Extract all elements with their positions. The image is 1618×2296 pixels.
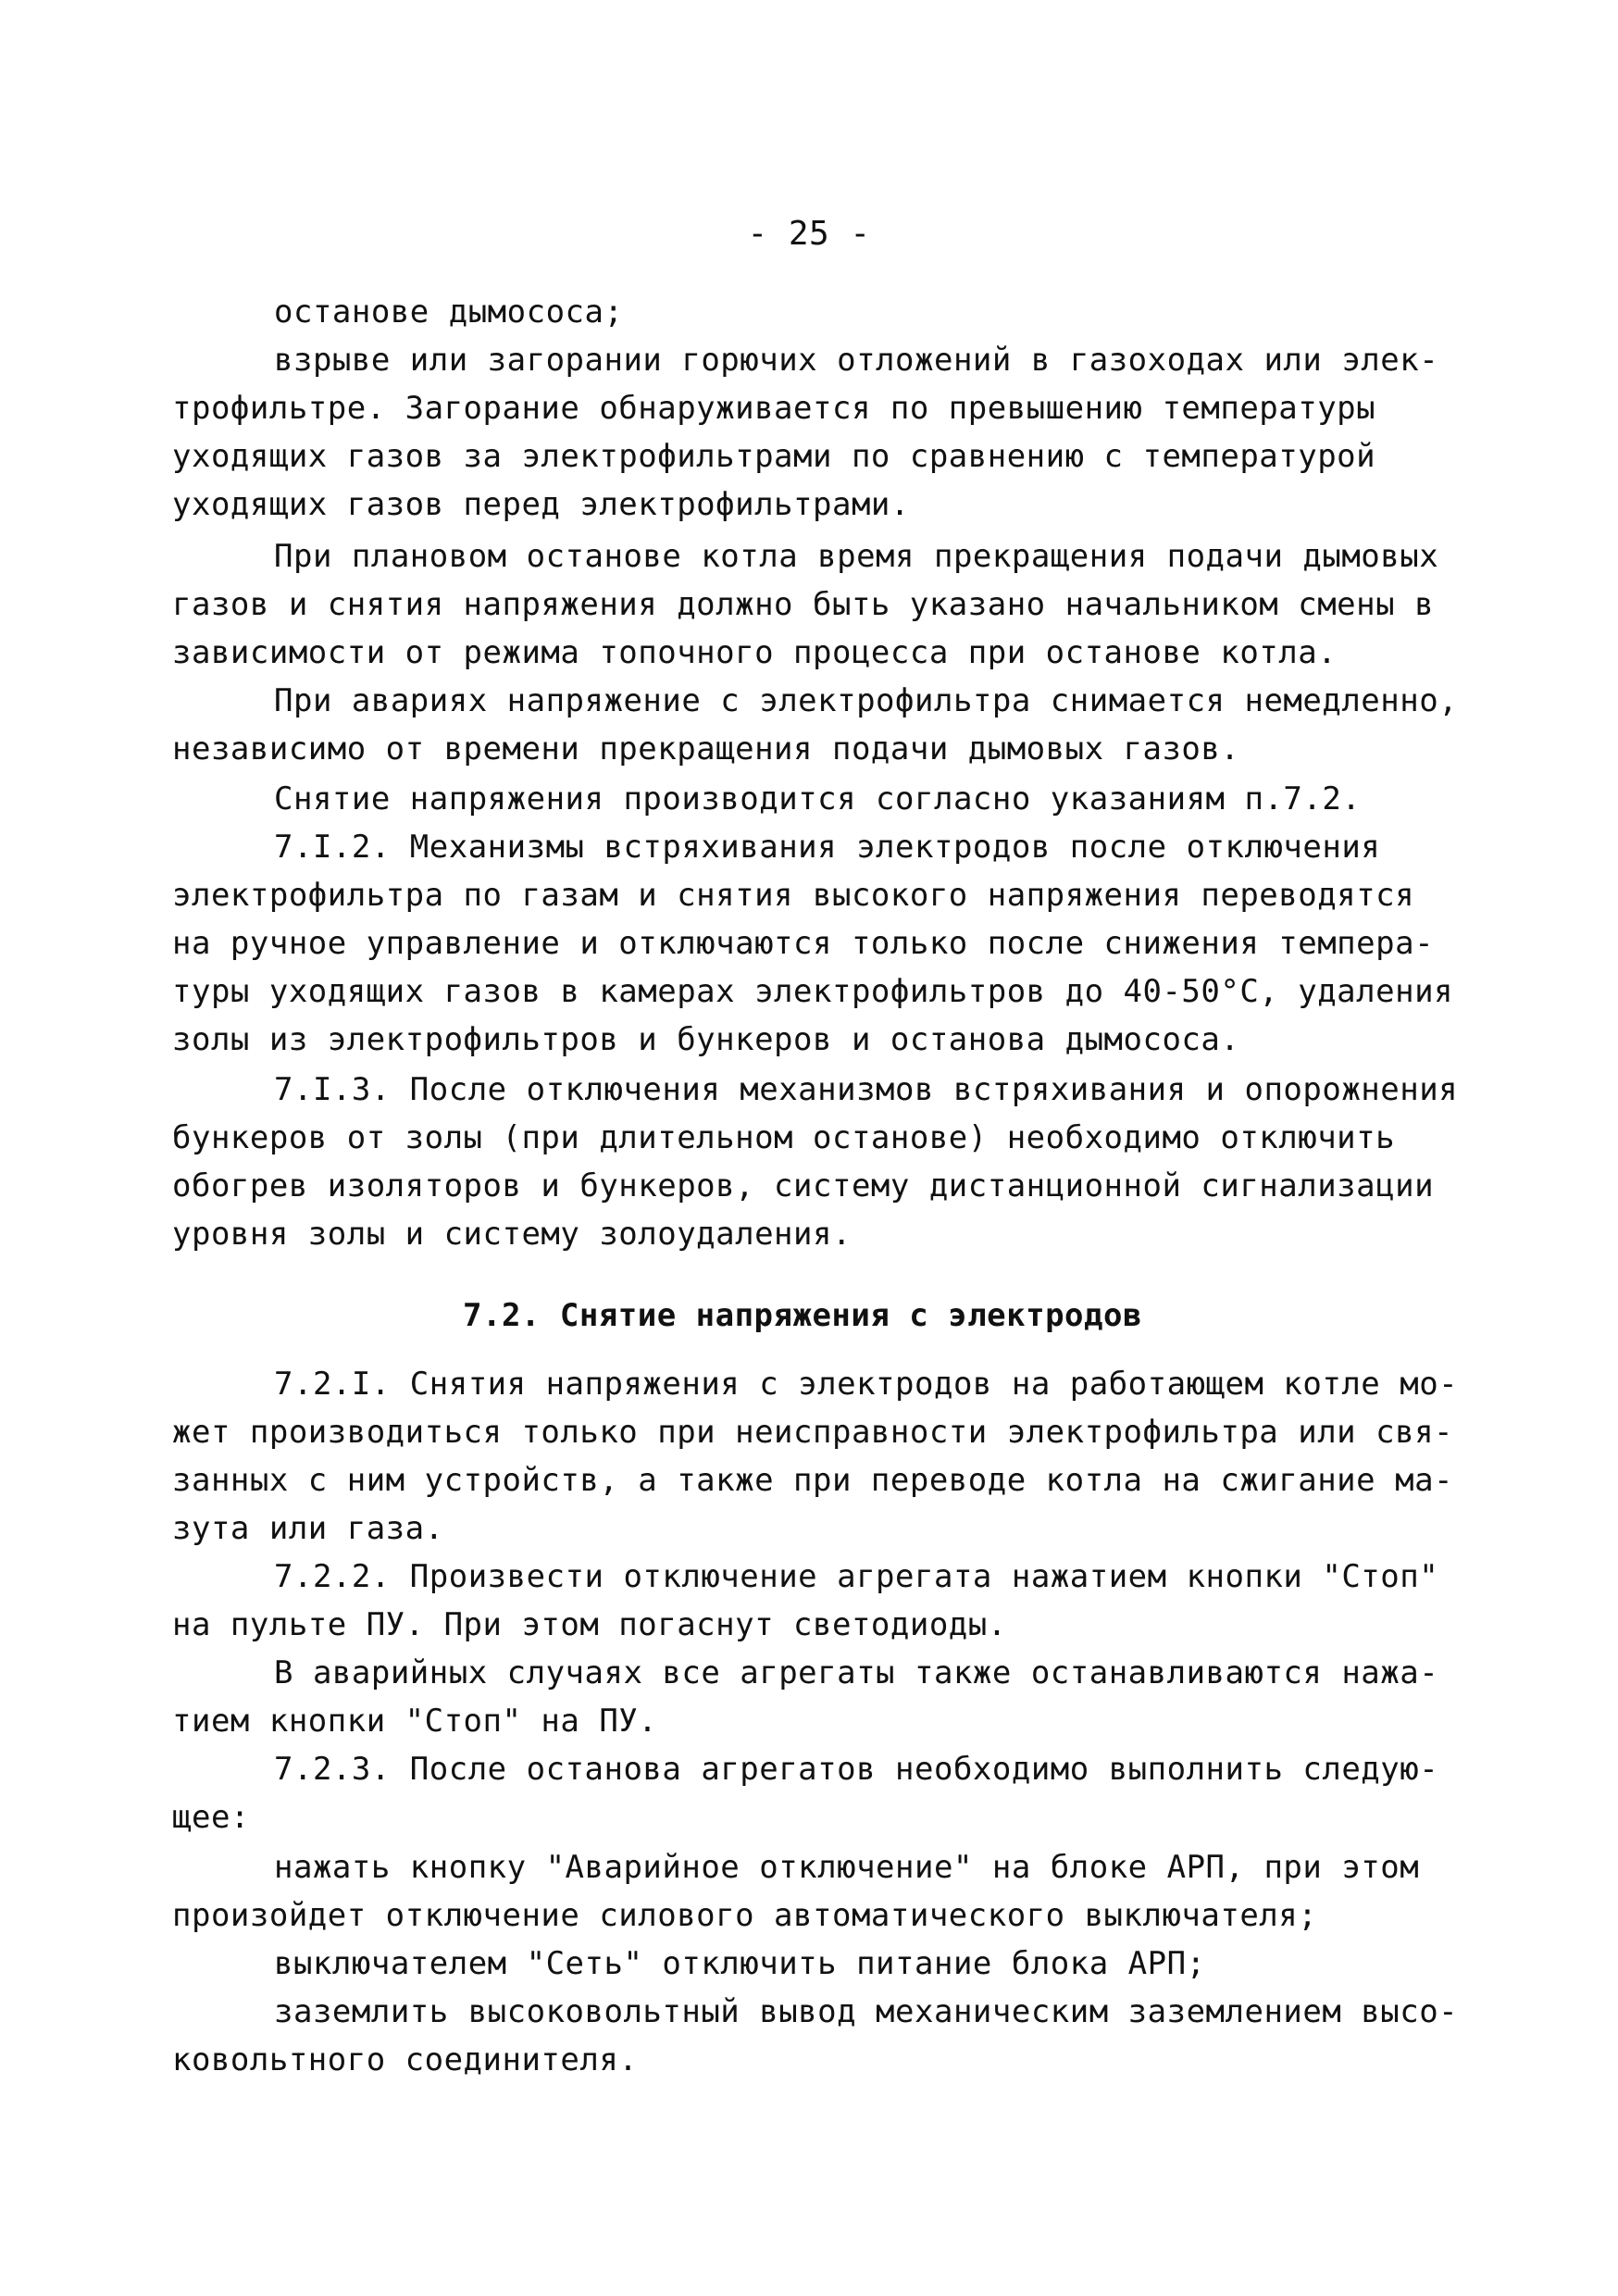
text-line: При плановом останове котла время прекращения подачи дымовых	[274, 538, 1439, 575]
text-line: 7.2.2. Произвести отключение агрегата нажатием кнопки "Стоп"	[274, 1558, 1439, 1595]
text-line: уходящих газов за электрофильтрами по сравнению с температурой	[172, 438, 1376, 475]
text-line: трофильтре. Загорание обнаруживается по превышению температуры	[172, 390, 1376, 427]
text-line: бункеров от золы (при длительном останове) необходимо отключить	[172, 1119, 1396, 1156]
text-line: 7.2.3. После останова агрегатов необходимо выполнить следую-	[274, 1751, 1439, 1788]
text-line: взрыве или загорании горючих отложений в газоходах или элек-	[274, 342, 1439, 379]
text-line: заземлить высоковольтный вывод механическим заземлением высо-	[274, 1993, 1459, 2030]
text-line: 7.2.I. Снятия напряжения с электродов на работающем котле мо-	[274, 1366, 1459, 1403]
text-line: щее:	[172, 1799, 250, 1836]
text-line: независимо от времени прекращения подачи дымовых газов.	[172, 730, 1240, 767]
page-number: - 25 -	[747, 215, 871, 253]
text-line: тием кнопки "Стоп" на ПУ.	[172, 1703, 658, 1740]
section-heading: 7.2. Снятие напряжения с электродов	[463, 1297, 1142, 1334]
text-line: уходящих газов перед электрофильтрами.	[172, 486, 910, 523]
text-line: обогрев изоляторов и бункеров, систему дистанционной сигнализации	[172, 1167, 1435, 1204]
text-line: При авариях напряжение с электрофильтра снимается немедленно,	[274, 682, 1459, 719]
text-line: зута или газа.	[172, 1510, 444, 1547]
text-line: золы из электрофильтров и бункеров и останова дымососа.	[172, 1021, 1240, 1058]
text-line: занных с ним устройств, а также при переводе котла на сжигание ма-	[172, 1462, 1454, 1499]
text-line: Снятие напряжения производится согласно указаниям п.7.2.	[274, 780, 1362, 817]
text-line: жет производиться только при неисправности электрофильтра или свя-	[172, 1414, 1454, 1451]
text-line: выключателем "Сеть" отключить питание блока АРП;	[274, 1945, 1206, 1982]
text-line: 7.I.2. Механизмы встряхивания электродов после отключения	[274, 829, 1381, 866]
text-line: электрофильтра по газам и снятия высокого напряжения переводятся	[172, 877, 1415, 914]
text-line: туры уходящих газов в камерах электрофильтров до 40-50°С, удаления	[172, 973, 1454, 1010]
text-line: 7.I.3. После отключения механизмов встряхивания и опорожнения	[274, 1071, 1459, 1108]
text-line: останове дымососа;	[274, 293, 624, 331]
text-line: на ручное управление и отключаются только после снижения темпера-	[172, 925, 1435, 962]
text-line: на пульте ПУ. При этом погаснут светодиоды.	[172, 1606, 1007, 1643]
text-line: нажать кнопку "Аварийное отключение" на блоке АРП, при этом	[274, 1849, 1420, 1886]
text-line: зависимости от режима топочного процесса при останове котла.	[172, 634, 1338, 671]
text-line: уровня золы и систему золоудаления.	[172, 1216, 852, 1253]
text-line: В аварийных случаях все агрегаты также останавливаются нажа-	[274, 1654, 1439, 1691]
text-line: ковольтного соединителя.	[172, 2041, 639, 2078]
text-line: газов и снятия напряжения должно быть указано начальником смены в	[172, 586, 1435, 623]
text-line: произойдет отключение силового автоматического выключателя;	[172, 1897, 1318, 1934]
